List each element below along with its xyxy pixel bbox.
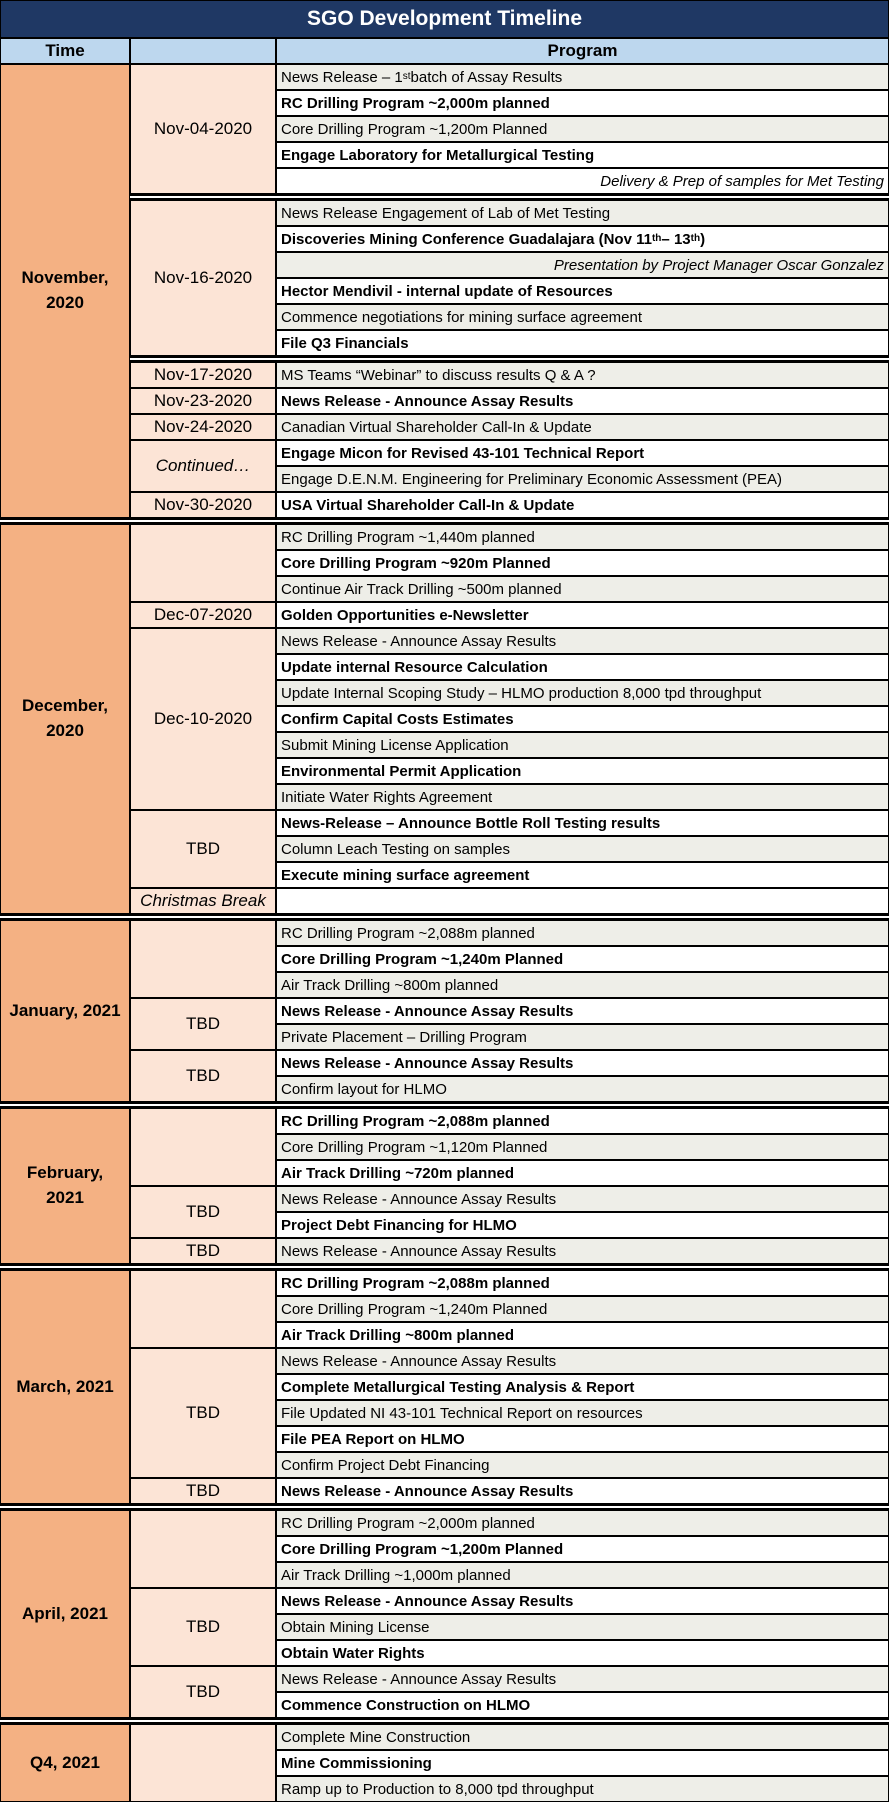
date-cell: Christmas Break [130, 888, 276, 914]
date-cell [130, 1510, 276, 1588]
program-item: File Q3 Financials [276, 330, 889, 356]
program-item: Engage Laboratory for Metallurgical Testing [276, 142, 889, 168]
program-item: Air Track Drilling ~800m planned [276, 1322, 889, 1348]
program-item: Ramp up to Production to 8,000 tpd throughput [276, 1776, 889, 1802]
date-cell: TBD [130, 1238, 276, 1264]
program-item: News Release - Announce Assay Results [276, 1238, 889, 1264]
program-item: Golden Opportunities e-Newsletter [276, 602, 889, 628]
program-item: Private Placement – Drilling Program [276, 1024, 889, 1050]
date-cell: TBD [130, 998, 276, 1050]
program-item: Column Leach Testing on samples [276, 836, 889, 862]
program-item: Core Drilling Program ~1,200m Planned [276, 116, 889, 142]
date-cell: TBD [130, 1666, 276, 1718]
program-item: RC Drilling Program ~2,088m planned [276, 1270, 889, 1296]
program-item: Execute mining surface agreement [276, 862, 889, 888]
date-cell [130, 1724, 276, 1802]
program-item: Project Debt Financing for HLMO [276, 1212, 889, 1238]
program-item: News Release - Announce Assay Results [276, 1348, 889, 1374]
date-cell: Nov-23-2020 [130, 388, 276, 414]
program-item: Obtain Water Rights [276, 1640, 889, 1666]
program-item: Air Track Drilling ~1,000m planned [276, 1562, 889, 1588]
program-item: Submit Mining License Application [276, 732, 889, 758]
date-cell [130, 920, 276, 998]
program-item: MS Teams “Webinar” to discuss results Q & A ? [276, 362, 889, 388]
program-item: News Release - Announce Assay Results [276, 1666, 889, 1692]
program-item: Mine Commissioning [276, 1750, 889, 1776]
program-item: News Release - Announce Assay Results [276, 1186, 889, 1212]
program-item: News Release - Announce Assay Results [276, 1050, 889, 1076]
program-item: Engage D.E.N.M. Engineering for Preliminary Economic Assessment (PEA) [276, 466, 889, 492]
program-item: Discoveries Mining Conference Guadalajara (Nov 11 th – 13 th ) [276, 226, 889, 252]
date-cell [130, 524, 276, 602]
date-cell: TBD [130, 810, 276, 888]
program-item: Canadian Virtual Shareholder Call-In & Update [276, 414, 889, 440]
program-item: Commence Construction on HLMO [276, 1692, 889, 1718]
period-cell: March, 2021 [0, 1270, 130, 1504]
date-column-header [130, 38, 276, 64]
program-item [276, 888, 889, 914]
program-item: Confirm Project Debt Financing [276, 1452, 889, 1478]
program-item: News Release - Announce Assay Results [276, 1478, 889, 1504]
program-item: News Release - Announce Assay Results [276, 1588, 889, 1614]
program-item: RC Drilling Program ~2,000m planned [276, 1510, 889, 1536]
date-cell: Nov-30-2020 [130, 492, 276, 518]
date-cell [130, 1108, 276, 1186]
period-cell: November, 2020 [0, 64, 130, 518]
program-item: Complete Metallurgical Testing Analysis & Report [276, 1374, 889, 1400]
program-item: Delivery & Prep of samples for Met Testing [276, 168, 889, 194]
period-cell: February, 2021 [0, 1108, 130, 1264]
program-item: Air Track Drilling ~720m planned [276, 1160, 889, 1186]
program-item: News-Release – Announce Bottle Roll Testing results [276, 810, 889, 836]
date-cell: Continued… [130, 440, 276, 492]
date-cell: Nov-24-2020 [130, 414, 276, 440]
program-item: Core Drilling Program ~1,200m Planned [276, 1536, 889, 1562]
program-item: Core Drilling Program ~1,120m Planned [276, 1134, 889, 1160]
program-item: Environmental Permit Application [276, 758, 889, 784]
program-item: Core Drilling Program ~1,240m Planned [276, 946, 889, 972]
program-item: Update Internal Scoping Study – HLMO production 8,000 tpd throughput [276, 680, 889, 706]
period-cell: December, 2020 [0, 524, 130, 914]
date-cell [130, 1270, 276, 1348]
program-item: Commence negotiations for mining surface agreement [276, 304, 889, 330]
program-item: Confirm layout for HLMO [276, 1076, 889, 1102]
time-column-header: Time [0, 38, 130, 64]
program-item: News Release – 1 st batch of Assay Results [276, 64, 889, 90]
date-cell: Nov-16-2020 [130, 200, 276, 356]
program-item: RC Drilling Program ~2,088m planned [276, 1108, 889, 1134]
program-item: Obtain Mining License [276, 1614, 889, 1640]
program-item: Core Drilling Program ~1,240m Planned [276, 1296, 889, 1322]
program-item: Presentation by Project Manager Oscar Gonzalez [276, 252, 889, 278]
period-cell: January, 2021 [0, 920, 130, 1102]
program-item: News Release - Announce Assay Results [276, 628, 889, 654]
sheet-title: SGO Development Timeline [0, 0, 889, 38]
program-item: News Release - Announce Assay Results [276, 388, 889, 414]
program-item: Complete Mine Construction [276, 1724, 889, 1750]
date-cell: TBD [130, 1186, 276, 1238]
program-item: RC Drilling Program ~2,088m planned [276, 920, 889, 946]
date-cell: TBD [130, 1050, 276, 1102]
program-item: RC Drilling Program ~1,440m planned [276, 524, 889, 550]
program-item: USA Virtual Shareholder Call-In & Update [276, 492, 889, 518]
program-column-header: Program [276, 38, 889, 64]
date-cell: Dec-10-2020 [130, 628, 276, 810]
program-item: File Updated NI 43-101 Technical Report on resources [276, 1400, 889, 1426]
date-cell: Nov-17-2020 [130, 362, 276, 388]
program-item: Air Track Drilling ~800m planned [276, 972, 889, 998]
program-item: Update internal Resource Calculation [276, 654, 889, 680]
date-cell: Dec-07-2020 [130, 602, 276, 628]
program-item: News Release - Announce Assay Results [276, 998, 889, 1024]
program-item: Engage Micon for Revised 43-101 Technical Report [276, 440, 889, 466]
program-item: Continue Air Track Drilling ~500m planned [276, 576, 889, 602]
program-item: Core Drilling Program ~920m Planned [276, 550, 889, 576]
period-cell: Q4, 2021 [0, 1724, 130, 1802]
program-item: Confirm Capital Costs Estimates [276, 706, 889, 732]
program-item: File PEA Report on HLMO [276, 1426, 889, 1452]
program-item: Initiate Water Rights Agreement [276, 784, 889, 810]
date-cell: TBD [130, 1478, 276, 1504]
program-item: News Release Engagement of Lab of Met Testing [276, 200, 889, 226]
program-item: Hector Mendivil - internal update of Resources [276, 278, 889, 304]
date-cell: Nov-04-2020 [130, 64, 276, 194]
program-item: RC Drilling Program ~2,000m planned [276, 90, 889, 116]
date-cell: TBD [130, 1348, 276, 1478]
period-cell: April, 2021 [0, 1510, 130, 1718]
date-cell: TBD [130, 1588, 276, 1666]
